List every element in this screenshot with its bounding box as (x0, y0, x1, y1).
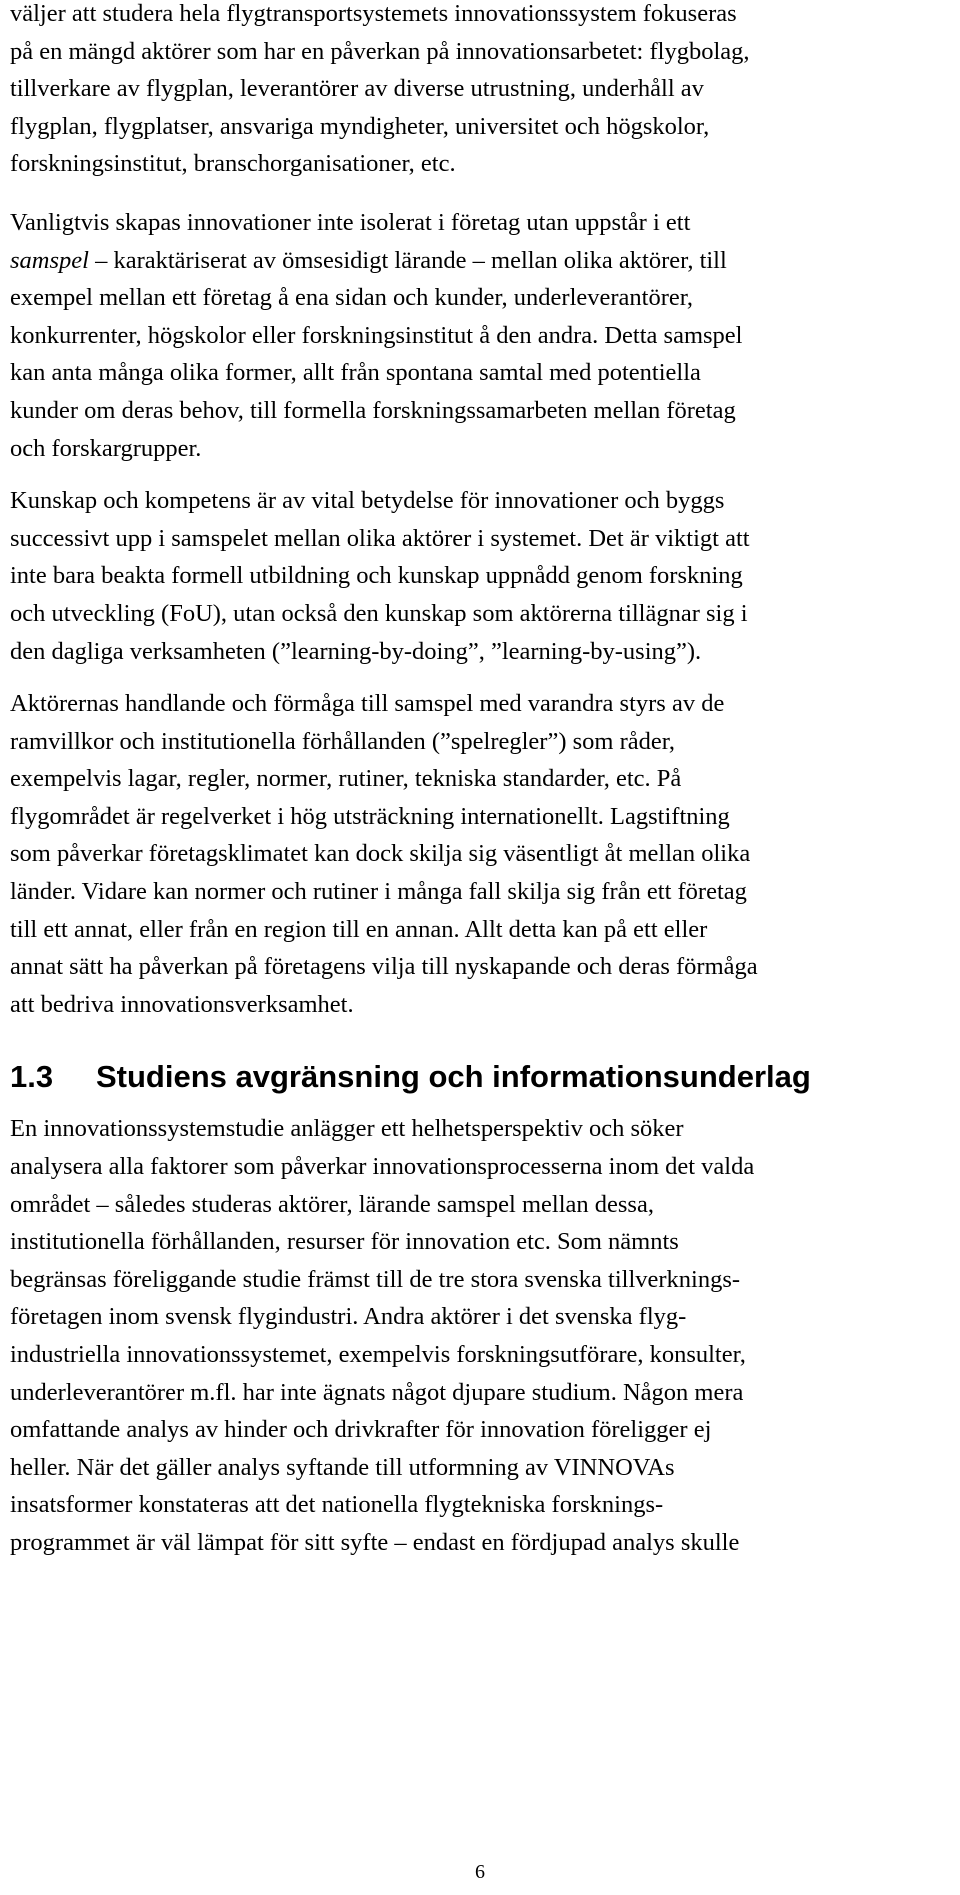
text-line: Kunskap och kompetens är av vital betydelse för innovationer och byggs (10, 487, 725, 515)
text-line: exempel mellan ett företag å ena sidan och kunder, underleverantörer, (10, 284, 694, 312)
text-line: En innovationssystemstudie anlägger ett helhetsperspektiv och söker (10, 1115, 684, 1143)
text-line: ramvillkor och institutionella förhållanden (”spelregler”) som råder, (10, 727, 676, 755)
section-heading (10, 1057, 955, 1097)
text-line: forskningsinstitut, branschorganisationer, etc. (10, 150, 456, 178)
paragraph-5 (10, 1110, 955, 1561)
text-line: industriella innovationssystemet, exempelvis forskningsutförare, konsulter, (10, 1341, 746, 1368)
text-line: begränsas föreliggande studie främst till de tre stora svenska tillverknings- (10, 1265, 741, 1293)
text-line: analysera alla faktorer som påverkar innovationsprocesserna inom det valda (10, 1153, 755, 1181)
text-line: länder. Vidare kan normer och rutiner i många fall skilja sig från ett företag (10, 878, 747, 906)
text-line: att bedriva innovationsverksamhet. (10, 990, 354, 1018)
text-line: underleverantörer m.fl. har inte ägnats något djupare studium. Någon mera (10, 1378, 744, 1406)
text-line: kan anta många olika former, allt från spontana samtal med potentiella (10, 359, 701, 387)
text-line: och forskargrupper. (10, 434, 202, 462)
text-line: Aktörernas handlande och förmåga till samspel med varandra styrs av de (10, 690, 725, 718)
text-line: på en mängd aktörer som har en påverkan på innovationsarbetet: flygbolag, (10, 37, 750, 65)
text-line: annat sätt ha påverkan på företagens vilja till nyskapande och deras förmåga (10, 953, 758, 981)
text-line: exempelvis lagar, regler, normer, rutiner, tekniska standarder, etc. På (10, 765, 682, 793)
text-line: företagen inom svensk flygindustri. Andra aktörer i det svenska flyg- (10, 1303, 687, 1331)
text-line: till ett annat, eller från en region till en annan. Allt detta kan på ett eller (10, 915, 708, 943)
text-line: och utveckling (FoU), utan också den kunskap som aktörerna tillägnar sig i (10, 599, 748, 627)
section-number: 1.3 (10, 1059, 54, 1095)
text-line: omfattande analys av hinder och drivkrafter för innovation föreligger ej (10, 1416, 712, 1444)
text-line (10, 242, 955, 280)
text-line: programmet är väl lämpat för sitt syfte – endast en fördjupad analys skulle (10, 1528, 740, 1556)
text-line: väljer att studera hela flygtransportsystemets innovationssystem fokuseras (10, 0, 737, 27)
page-number: 6 (475, 1861, 485, 1883)
text-line: flygplan, flygplatser, ansvariga myndigheter, universitet och högskolor, (10, 112, 710, 140)
emphasized-term: samspel (10, 246, 89, 274)
paragraph-4 (10, 685, 955, 1023)
text-line: insatsformer konstateras att det nationella flygtekniska forsknings- (10, 1491, 664, 1519)
text-line: som påverkar företagsklimatet kan dock skilja sig väsentligt åt mellan olika (10, 840, 751, 868)
text-line: Vanligtvis skapas innovationer inte isolerat i företag utan uppstår i ett (10, 208, 691, 236)
text-line: den dagliga verksamheten (”learning-by-doing”, ”learning-by-using”). (10, 637, 702, 665)
text-line: kunder om deras behov, till formella forskningssamarbeten mellan företag (10, 396, 736, 424)
paragraph-3 (10, 482, 955, 670)
text-line: flygområdet är regelverket i hög utsträckning internationellt. Lagstiftning (10, 802, 730, 830)
text-line: området – således studeras aktörer, lärande samspel mellan dessa, (10, 1190, 654, 1218)
text-line: institutionella förhållanden, resurser för innovation etc. Som nämnts (10, 1228, 679, 1256)
text-line: successivt upp i samspelet mellan olika aktörer i systemet. Det är viktigt att (10, 524, 750, 552)
paragraph-1 (10, 0, 955, 183)
text-line: inte bara beakta formell utbildning och kunskap uppnådd genom forskning (10, 562, 743, 590)
text-fragment: – karaktäriserat av ömsesidigt lärande – mellan olika aktörer, till (88, 246, 727, 274)
paragraph-2 (10, 204, 955, 467)
text-line: konkurrenter, högskolor eller forskningsinstitut å den andra. Detta samspel (10, 321, 743, 349)
text-line: heller. När det gäller analys syftande till utformning av VINNOVAs (10, 1453, 675, 1481)
section-title: Studiens avgränsning och informationsunderlag (96, 1059, 811, 1095)
document-page (10, 0, 955, 1562)
text-line: tillverkare av flygplan, leverantörer av diverse utrustning, underhåll av (10, 75, 704, 103)
